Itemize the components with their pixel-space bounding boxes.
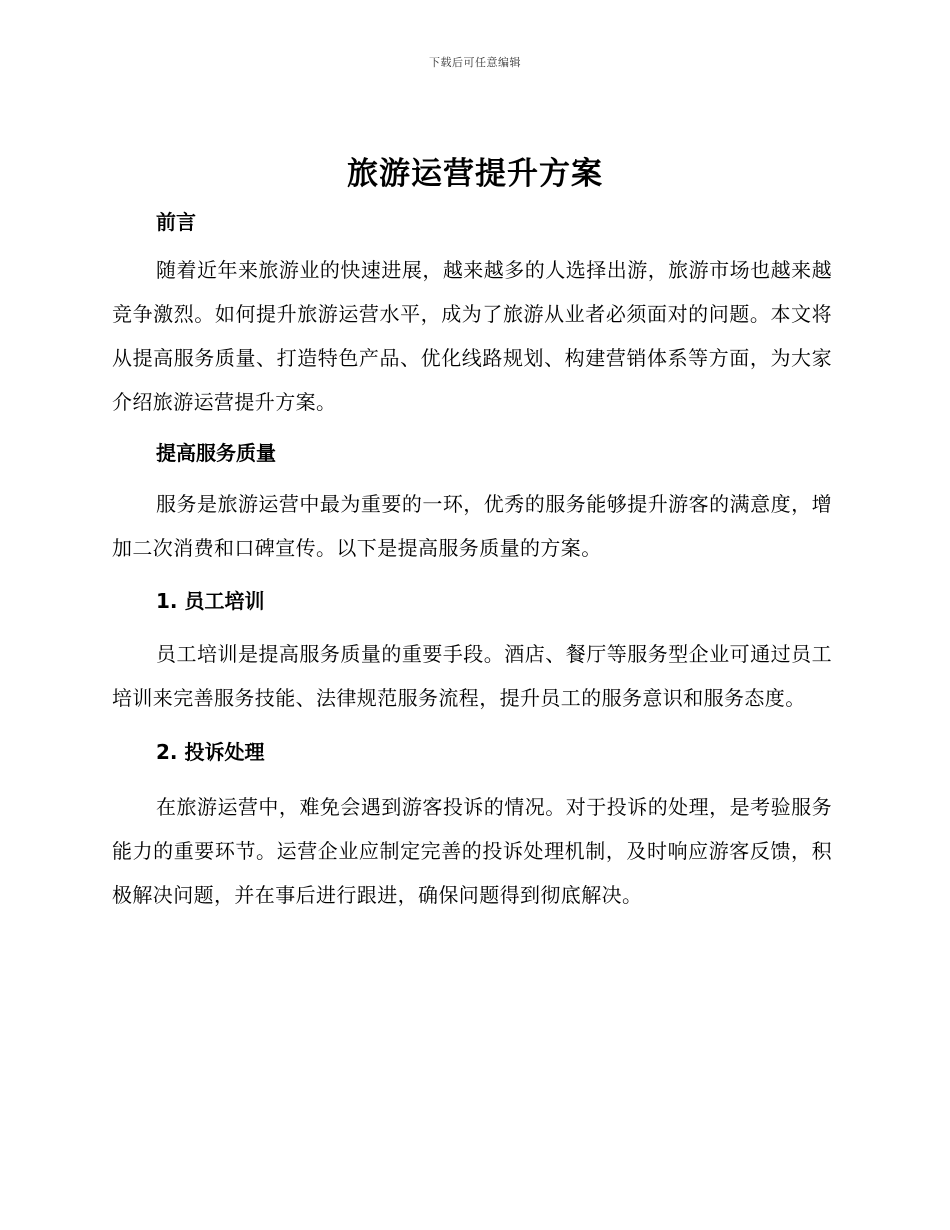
subsection-heading-complaint-handling: 2. 投诉处理 bbox=[156, 740, 265, 764]
paragraph-service-quality: 服务是旅游运营中最为重要的一环，优秀的服务能够提升游客的满意度，增加二次消费和口碑宣传。以下是提高服务质量的方案。 bbox=[112, 492, 832, 560]
document-title: 旅游运营提升方案 bbox=[347, 156, 603, 192]
paragraph-staff-training: 员工培训是提高服务质量的重要手段。酒店、餐厅等服务型企业可通过员工培训来完善服务技能、法律规范服务流程，提升员工的服务意识和服务态度。 bbox=[112, 642, 832, 710]
section-heading-service-quality: 提高服务质量 bbox=[156, 441, 276, 465]
section-heading-preface: 前言 bbox=[156, 210, 196, 234]
document-body bbox=[112, 203, 832, 917]
paragraph-complaint-handling: 在旅游运营中，难免会遇到游客投诉的情况。对于投诉的处理，是考验服务能力的重要环节。运营企业应制定完善的投诉处理机制，及时响应游客反馈，积极解决问题，并在事后进行跟进，确保问题得到彻底解决。 bbox=[112, 795, 832, 907]
paragraph-preface: 随着近年来旅游业的快速进展，越来越多的人选择出游，旅游市场也越来越竞争激烈。如何提升旅游运营水平，成为了旅游从业者必须面对的问题。本文将从提高服务质量、打造特色产品、优化线路规划、构建营销体系等方面，为大家介绍旅游运营提升方案。 bbox=[112, 258, 832, 414]
subsection-heading-staff-training: 1. 员工培训 bbox=[156, 589, 265, 613]
page-header-note: 下载后可任意编辑 bbox=[429, 56, 521, 69]
